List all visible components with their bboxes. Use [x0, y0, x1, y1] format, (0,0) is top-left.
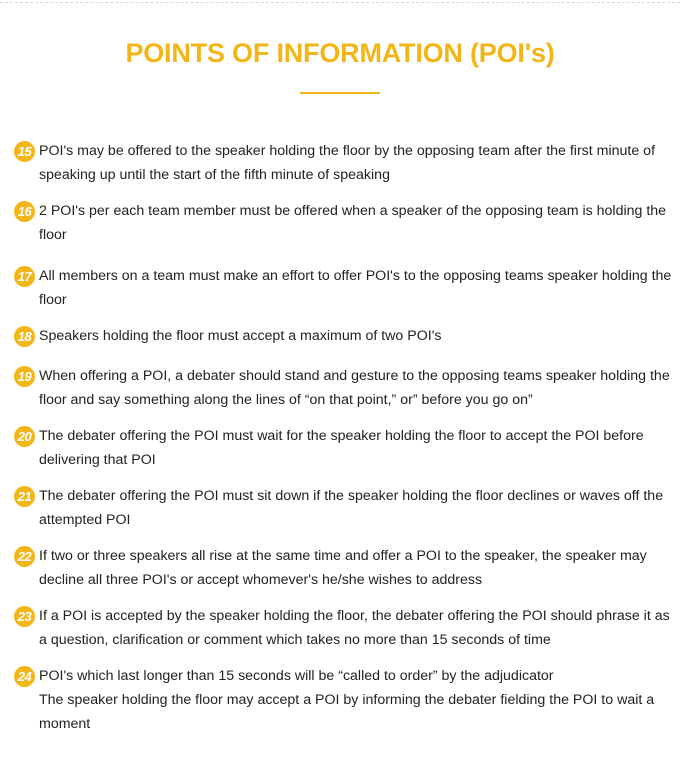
rule-item	[14, 604, 674, 652]
rule-number-badge: 18	[14, 326, 35, 347]
rule-item	[14, 264, 674, 312]
rule-item	[14, 364, 674, 412]
rule-item	[14, 544, 674, 592]
rule-text: All members on a team must make an effort to offer POI's to the opposing teams speaker holding the floor	[39, 268, 672, 308]
rules-list	[14, 139, 674, 736]
rule-text: When offering a POI, a debater should stand and gesture to the opposing teams speaker holding the floor and say something along the lines of “on that point,” or” before you go on”	[39, 368, 670, 408]
rule-number-badge: 22	[14, 546, 35, 567]
rule-item	[14, 664, 674, 736]
rule-text: POI's which last longer than 15 seconds will be “called to order” by the adjudicator	[39, 668, 554, 684]
rule-number-badge: 17	[14, 266, 35, 287]
rule-item	[14, 484, 674, 532]
rule-number-badge: 19	[14, 366, 35, 387]
rule-item	[14, 424, 674, 472]
rule-number-badge: 24	[14, 666, 35, 687]
rule-text: Speakers holding the floor must accept a maximum of two POI's	[39, 328, 442, 344]
rule-text: The debater offering the POI must wait for the speaker holding the floor to accept the POI before delivering that POI	[39, 428, 644, 468]
rule-item	[14, 139, 674, 187]
rule-text: If two or three speakers all rise at the same time and offer a POI to the speaker, the speaker may decline all three POI's or accept whomever's he/she wishes to address	[39, 548, 647, 588]
rule-text: POI's may be offered to the speaker holding the floor by the opposing team after the first minute of speaking up until the start of the fifth minute of speaking	[39, 143, 656, 183]
rule-item	[14, 199, 674, 247]
rule-number-badge: 16	[14, 201, 35, 222]
top-dashed-border	[0, 2, 680, 3]
rule-number-badge: 21	[14, 486, 35, 507]
title-underline	[300, 92, 380, 94]
rule-number-badge: 20	[14, 426, 35, 447]
rule-item	[14, 324, 674, 348]
rule-text: If a POI is accepted by the speaker holding the floor, the debater offering the POI should phrase it as a question, clarification or comment which takes no more than 15 seconds of time	[39, 608, 670, 648]
page-title: POINTS OF INFORMATION (POI's)	[125, 38, 555, 68]
rule-text: 2 POI's per each team member must be offered when a speaker of the opposing team is holding the floor	[39, 203, 667, 243]
rule-text: The debater offering the POI must sit down if the speaker holding the floor declines or waves off the attempted POI	[39, 488, 664, 528]
rule-extra-text: The speaker holding the floor may accept a POI by informing the debater fielding the POI to wait a moment	[39, 692, 655, 732]
rule-number-badge: 23	[14, 606, 35, 627]
rule-number-badge: 15	[14, 141, 35, 162]
